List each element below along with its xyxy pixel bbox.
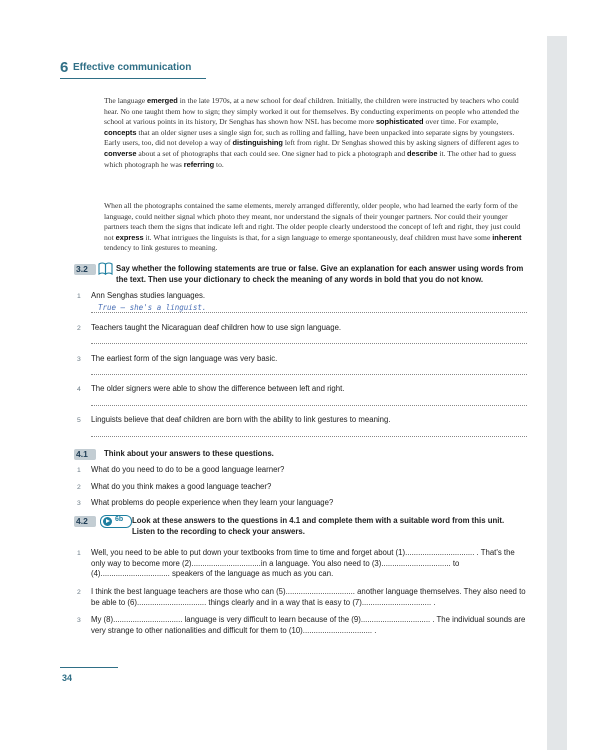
chapter-title: Effective communication [73,62,192,73]
exercise-tag-3-2 [74,264,96,275]
bold-keyword: distinguishing [232,138,283,148]
exercise-3-2-instruction: Say whether the following statements are true or false. Give an explanation for each answer using words from the text. Then use your dictionary to check the meaning of any words in bold that you do not know. [116,264,524,284]
question-number: 2 [77,484,81,491]
exercise-tag-4-1 [74,449,96,460]
question-number: 2 [77,589,81,596]
gap-fill-text: I think the best language teachers are those who can (5)................................ another language themselves. They also need to be able to (6)................................ things clearly and in a way that is easy to (7)................................ . [91,587,526,607]
bold-keyword: referring [183,159,215,169]
answer-line[interactable] [91,312,527,313]
gap-fill-text: Well, you need to be able to put down your textbooks from time to time and forget about (1)................................ . That's the only way to become more (2)................................in a language. You also need to (3)................................ to (4)................................ speakers of the language as much as you can. [91,548,515,578]
question-number: 3 [77,617,81,624]
audio-track-number: 6b [115,516,124,523]
question-number: 1 [77,293,81,300]
exercise-tag-4-2 [74,516,96,527]
chapter-header [60,60,206,79]
audio-track-badge[interactable] [100,515,132,528]
exercise-4-1-instruction: Think about your answers to these questions. [104,449,274,458]
bold-keyword: emerged [147,96,178,105]
question-text: What problems do people experience when they learn your language? [91,498,334,507]
answer-line[interactable] [91,374,527,375]
bold-keyword: describe [407,148,438,158]
dictionary-book-icon [98,262,113,275]
question-text: The earliest form of the sign language was very basic. [91,354,278,363]
question-number: 1 [77,467,81,474]
question-text: What do you think makes a good language teacher? [91,482,272,491]
question-text: What do you need to do to be a good language learner? [91,465,285,474]
question-number: 4 [77,386,81,393]
passage-paragraph-2: When all the photographs contained the same elements, merely arranged differently, older people, who had learned the early form of the language, could neither signal which photo they meant, nor understand the signals of their younger partners. Nor could their younger partners teach them the signs that indicate left and right. The older people clearly understood the concept of left and right, they just could not express it. What intrigues the linguists is that, for a sign language to emerge spontaneously, deaf children must have some inherent tendency to link gestures to meaning. [104,201,522,253]
question-text: Ann Senghas studies languages. [91,291,206,300]
bold-keyword: express [115,232,144,242]
question-number: 1 [77,550,81,557]
side-margin-bar [547,36,567,750]
footer-rule [60,667,118,668]
passage-paragraph-1: The language emerged in the late 1970s, at a new school for deaf children. Initially, the children were instructed by teachers who could hear. No one taught them how to sign; they simply worked it out for themselves. By conducting experiments on people who attended the school at various points in its history, Dr Senghas has shown how NSL has become more sophisticated over time. For example, concepts that an older signer uses a single sign for, such as rolling and falling, have been unpacked into separate signs by youngsters. Early users, too, did not develop a way of distinguishing left from right. Dr Senghas showed this by asking signers of different ages to converse about a set of photographs that each could see. One signer had to pick a photograph and describe it. The other had to guess which photograph he was referring to. [104,96,520,169]
answer-line[interactable] [91,436,527,437]
chapter-number: 6 [60,59,69,76]
bold-keyword: concepts [104,127,137,137]
answer-line[interactable] [91,343,527,344]
question-number: 5 [77,417,81,424]
page-number: 34 [62,673,73,683]
bold-keyword: converse [104,148,137,158]
answer-line[interactable] [91,405,527,406]
question-number: 3 [77,356,81,363]
exercise-number: 4.2 [76,516,88,526]
exercise-number: 3.2 [76,264,88,274]
exercise-4-2-instruction: Look at these answers to the questions in 4.1 and complete them with a suitable word from this unit. Listen to the recording to check your answers. [132,516,505,536]
bold-keyword: inherent [492,232,522,242]
question-text: The older signers were able to show the difference between left and right. [91,384,345,393]
play-icon [103,517,112,526]
question-number: 3 [77,500,81,507]
question-number: 2 [77,325,81,332]
exercise-number: 4.1 [76,449,88,459]
gap-fill-text: My (8)................................ language is very difficult to learn because of the (9)................................ . The individual sounds are very strange to other nationalities and difficult for them to (10)................................ . [91,615,526,635]
handwritten-example-answer: True – she's a linguist. [98,303,207,312]
bold-keyword: sophisticated [375,117,424,127]
question-text: Teachers taught the Nicaraguan deaf children how to use sign language. [91,323,342,332]
question-text: Linguists believe that deaf children are born with the ability to link gestures to meaning. [91,415,391,424]
bold-keyword: 4.1 [289,516,301,525]
